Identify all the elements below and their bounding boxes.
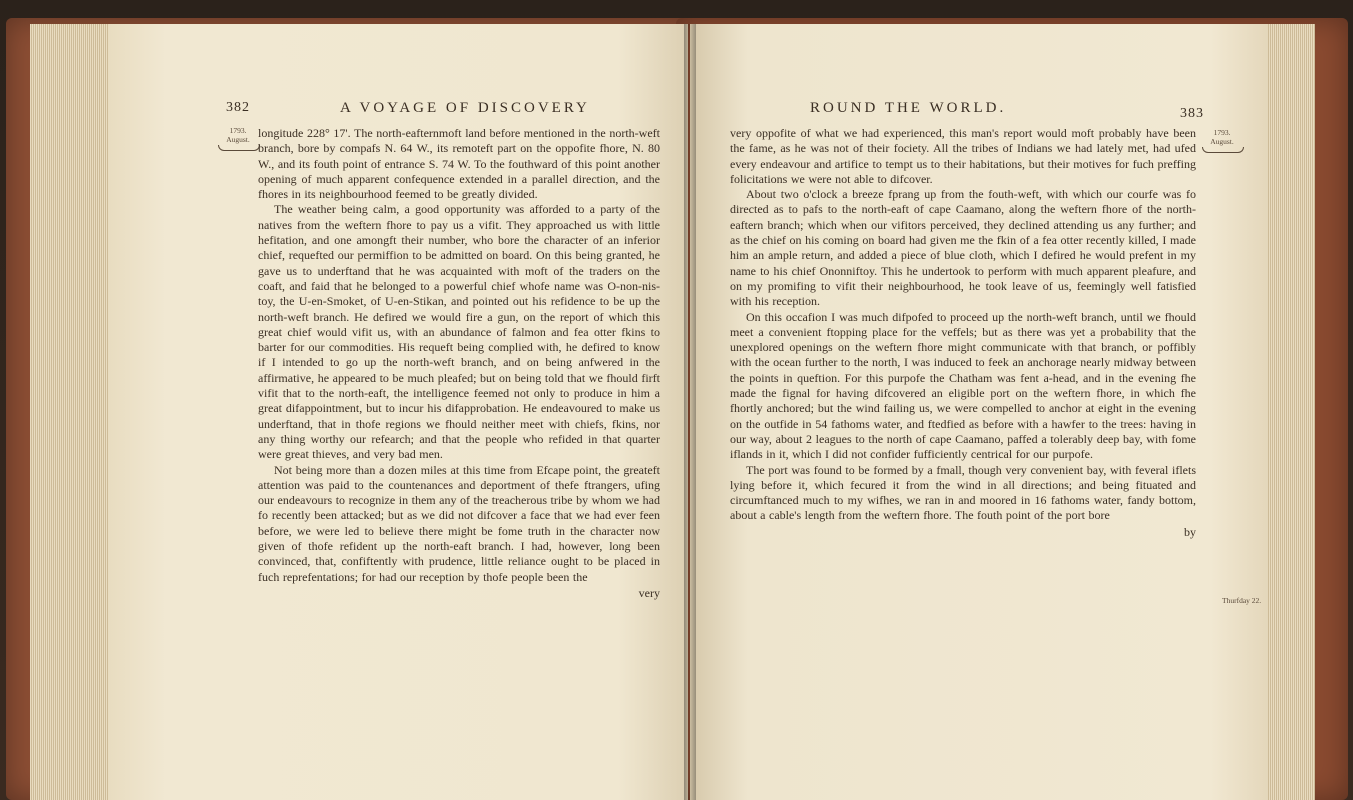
brace-mark bbox=[1202, 147, 1244, 153]
margin-month: August. bbox=[226, 135, 250, 144]
margin-year: 1793. bbox=[229, 126, 247, 135]
page-number: 382 bbox=[226, 100, 250, 115]
margin-month: August. bbox=[1210, 137, 1234, 146]
left-page bbox=[108, 24, 688, 800]
brace-mark bbox=[218, 145, 260, 151]
margin-date-note bbox=[218, 126, 258, 151]
right-page bbox=[690, 24, 1268, 800]
catchword: by bbox=[1184, 524, 1196, 539]
page-number: 383 bbox=[1180, 106, 1204, 121]
paragraph: About two o'clock a breeze fprang up from the fouth-weft, with which our courfe was fo directed as to pafs to the north-eaft of cape Caamano, along the weftern fhore of the north-eaftern branch; which when our vifitors perceived, they declined attending us any further; and as the chief on his coming on board had given me the fkin of a fea otter recently killed, I made him an ample return, and added a piece of blue cloth, which I defired he would prefent in my name to his chief Ononniftoy. This he undertook to perform with much apparent pleafure, and on my promifing to vifit their neighbourhood, he took leave of us, feemingly well fatisfied with his reception. bbox=[730, 187, 1196, 309]
paragraph: The port was found to be formed by a fmall, though very convenient bay, with feveral iflets lying before it, which fecured it from the wind in all directions; and being fituated and circumftanced much to my wifhes, we ran in and moored in 16 fathoms water, fandy bottom, about a cable's length from the weftern fhore. The fouth point of the port bore bbox=[730, 462, 1196, 523]
margin-day-note: Thurfday 22. bbox=[1222, 596, 1262, 605]
paragraph: very oppofite of what we had experienced, this man's report would moft probably have been the fame, as he was not of their fociety. All the tribes of Indians we had lately met, had ufed every endeavour and artifice to tempt us to their habitations, but their motives for fuch preffing folicitations we were not able to difcover. bbox=[730, 126, 1196, 186]
body-text bbox=[258, 126, 660, 601]
paragraph: On this occafion I was much difpofed to proceed up the north-weft branch, until we fhould meet a convenient ftopping place for the veffels; but as there was yet a probability that the unexplored openings on the weftern fhore might communicate with that branch, or poffibly with the ocean further to the north, I was induced to feek an anchorage nearly midway between the points in queftion. For this purpofe the Chatham was fent a-head, and in the evening fhe made the fignal for having difcovered an eligible port on the weftern fhore, in which fhe fhortly anchored; but the wind failing us, we were compelled to anchor at eight in the evening on the outfide in 54 fathoms water, and ftedfied as before with a hawfer to the trees: having in our way, about 2 leagues to the north of cape Caamano, paffed a tolerably deep bay, with fome iflands in it, which I did not confider fufficiently centrical for our purpofe. bbox=[730, 309, 1196, 462]
right-page-edges bbox=[1265, 24, 1315, 800]
margin-year: 1793. bbox=[1213, 128, 1231, 137]
book-gutter bbox=[684, 24, 696, 800]
margin-date-note bbox=[1202, 128, 1242, 153]
paragraph: Not being more than a dozen miles at this time from Efcape point, the greateft attention was paid to the countenances and deportment of thefe ftrangers, ufing our endeavours to recognize in them any of the treacherous tribe by whom we had fo recently been attacked; but as we did not difcover a face that we had ever feen before, we were led to believe there might be fome truth in the character now given of thofe refident up the north-eaft branch. I had, however, long been convinced, that, confiftently with prudence, little reliance ought to be placed in fuch reprefentations; for had our reception by thofe people been the bbox=[258, 462, 660, 584]
body-text bbox=[730, 126, 1196, 540]
paragraph: The weather being calm, a good opportunity was afforded to a party of the natives from the weftern fhore to pay us a vifit. They approached us with little hefitation, and one amongft their number, who bore the character of an inferior chief, requefted our permiffion to be admitted on board. On this being granted, he gave us to underftand that he was acquainted with moft of the traders on the coaft, and faid that he belonged to a powerful chief whofe name was O-non-nis-toy, the U-en-Smoket, of U-en-Stikan, and pointed out his refidence to be up the north-weft branch. He defired we would fire a gun, on the report of which this great chief would vifit us, with an abundance of falmon and fea otter fkins to barter for our commodities. His requeft being complied with, he defired to know if I intended to go up the north-weft branch, and on being anfwered in the affirmative, he appeared to be much pleafed; but on being told that we fhould firft vifit that to the north-eaft, the intelligence feemed not only to produce in him a great difappointment, but to incur his difapprobation. He endeavoured to make us underftand, that in thofe regions we fhould neither meet with chiefs, fkins, nor any thing worthy our refearch; and that the people who refided in that quarter were great thieves, and very bad men. bbox=[258, 202, 660, 462]
left-page-edges bbox=[30, 24, 110, 800]
catchword: very bbox=[638, 585, 660, 600]
running-head: A VOYAGE OF DISCOVERY bbox=[340, 100, 590, 116]
paragraph: longitude 228° 17'. The north-eafternmoft land before mentioned in the north-weft branch, bore by compafs N. 64 W., its remoteft part on the oppofite fhore, N. 80 W., and its fouth point of entrance S. 74 W. To the fouthward of this point another opening of much apparent confequence extended in a parallel direction, and the fhores in its neighbourhood feemed to be greatly divided. bbox=[258, 126, 660, 202]
running-head: ROUND THE WORLD. bbox=[810, 100, 1007, 116]
